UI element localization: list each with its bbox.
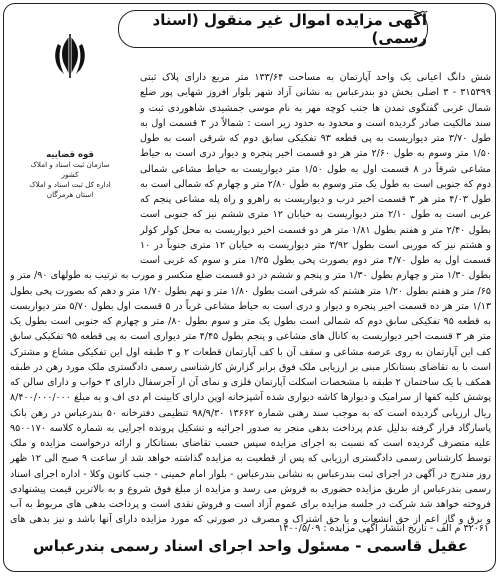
organization-department: اداره کل ثبت اسناد و املاک استان هرمزگان [29,180,111,199]
header [0,0,501,62]
advertisement-body: شش دانگ اعیانی یک واحد آپارتمان به مساحت ۱۳۳/۶۴ متر مربع دارای پلاک ثبتی ۳۱۵۳۹۹ - ۳ اصلی بخش دو بندرعباس به نشانی آزاد شهر بلوار افروز شهابی پور ضلع شمال غربی گفتگوی تمدن ها جنب کوچه مهر به نام موسی جمشیدی شاهوردی ثبت و سند مالکیت صادر گردیده است و محدود به حدود زیر است : شمالاً در ۳ قسمت اول به طول ۳/۷۰ متر دیواریست به پی قطعه ۹۳ تفکیکی سابق دوم که شرقی است به طول ۱/۵۰ متر وسوم به طول ۲/۶۰ متر هر دو قسمت اخیر پنجره و دیوار دری است به حیاط مشاعی شرقاً در ۸ قسمت اول به طول ۱/۵۰ متر دیواریست به حیاط مشاعی شمالی دوم که جنوبی است به طول یک متر وسوم به طول ۲/۸۰ متر و چهارم که شمالی است به طول ۴/۰۳ متر هر ۳ قسمت اخیر درب و دیواریست به راهرو و راه پله مشاعی پنجم که غربی است به طول ۲/۱۰ متر دیواریست به خیابان ۱۲ متری ششم نیز که جنوبی است بطول ۲/۴۰ متر و هفتم بطول ۱/۸۱ متر هر دو قسمت اخیر دیواریست به محل کولر کولر و هشتم نیز که موربی است بطول ۳/۹۲ متر دیواریست به خیابان ۱۲ متری جنوباً در ۱۰ قسمت اول به طول ۴/۷۰ متر دوم بصورت پخی بطول ۱/۲۵ متر و سوم که غربی است بطول ۱/۳۰ متر و چهارم بطول ۱/۳۰ متر و پنجم و ششم در دو قسمت ضلع منکسر و مورب به ترتیب به طولهای ۹۰/ متر و ۶۵/ متر و هفتم بطول ۱/۲۰ متر هشتم که شرقی است بطول ۱/۸۰ متر و نهم بطول ۱/۷۰ متر و دهم که بصورت پخی بطول ۱/۱۳ متر هر ده قسمت اخیر پنجره و دیوار و دری است به حیاط مشاعی غرباً در ۵ قسمت اول بطول ۵/۷۰ متر دیواریست به قطعه ۹۵ تفکیکی سابق دوم که شمالی است بطول یک متر و سوم بطول ۸۰/ متر و چهارم که جنوبی است بطول یک متر هر ۳ قسمت اخیر دیواریست به کانال های مشاعی و پنجم بطول ۴/۴۵ متر دیواری است به پی قطعه ۹۵ تفکیکی سابق کف این آپارتمان به روی عرصه مشاعی و سقف آن با کف آپارتمان قطعات ۲ و ۳ طبقه اول این تفکیکی مشاع و مشترک است با به تقاضای بستانکار مبنی بر ارزیابی ملک فوق برابر گزارش کارشناسی رسمی دادگستری ملک مورد رهن در طبقه همکف با یک ساختمان ۲ طبقه با مشخصات اسکلت آپارتمان فلزی و نمای آن از آجرسفال دارای ۳ خواب و دارای سالن که پوشش کلیه کفها از سرامیک و دیوارها کاشه دیواری شده آشپزخانه اوپن دارای کابینت ام دی اف و به مبلغ ۸/۴۰۰/۰۰۰/۰۰۰ ریال ارزیابی گردیده است که به موجب سند رهنی شماره ۱۳۶۶۲ ۹۸/۹/۳۰ تنظیمی دفترخانه ۵۰ بندرعباس در رهن بانک پاسارگاد قرار گرفته بدلیل عدم پرداخت بدهی منجر به صدور اجرائیه و تشکیل پرونده اجرایی به شماره کلاسه ۹۵۰۰۱۷۰ علیه متصرف گردیده است که نسبت به اجرای مزایده سپس حسب تقاضای بستانکار و ارائه درخواست مزایده و ملک توسط کارشناس رسمی دادگستری ارزیابی که پس از قطعیت به مزایده گذاشته خواهد شد از ساعت ۹ صبح الی ۱۲ ظهر روز مندرج در آگهی در اجرای ثبت بندرعباس به نشانی بندرعباس - بلوار امام خمینی - جنب کانون وکلا - اداره اجرای اسناد رسمی بندرعباس از طریق مزایده حضوری به فروش می رسد و مزایده از مبلغ فوق شروع و به بالاترین قیمت پیشنهادی فروخته خواهد شد شرکت در جلسه مزایده برای عموم آزاد است و فروش نقدی است و پرداخت بدهی های مربوط به آب و برق و گاز اعم از حق انشعاب و یا حق اشتراک و مصرف در صورتی که مورد مزایده دارای آنها باشد و نیز بدهی های [10,72,491,526]
publication-info: ۳۲۰۶۱ م الف - تاریخ انتشار آگهی مزایده : ۱۴۰۰/۵/۰۹ [278,523,489,534]
judiciary-label: قوه قضاییه [46,150,94,160]
organization-name: سازمان ثبت اسناد و املاک کشور [30,160,110,179]
signature-line: عقیل قاسمی - مسئول واحد اجرای اسناد رسمی بندرعباس [33,537,468,555]
advertisement-title: آگهی مزایده اموال غیر منقول (اسناد رسمی) [118,10,428,48]
